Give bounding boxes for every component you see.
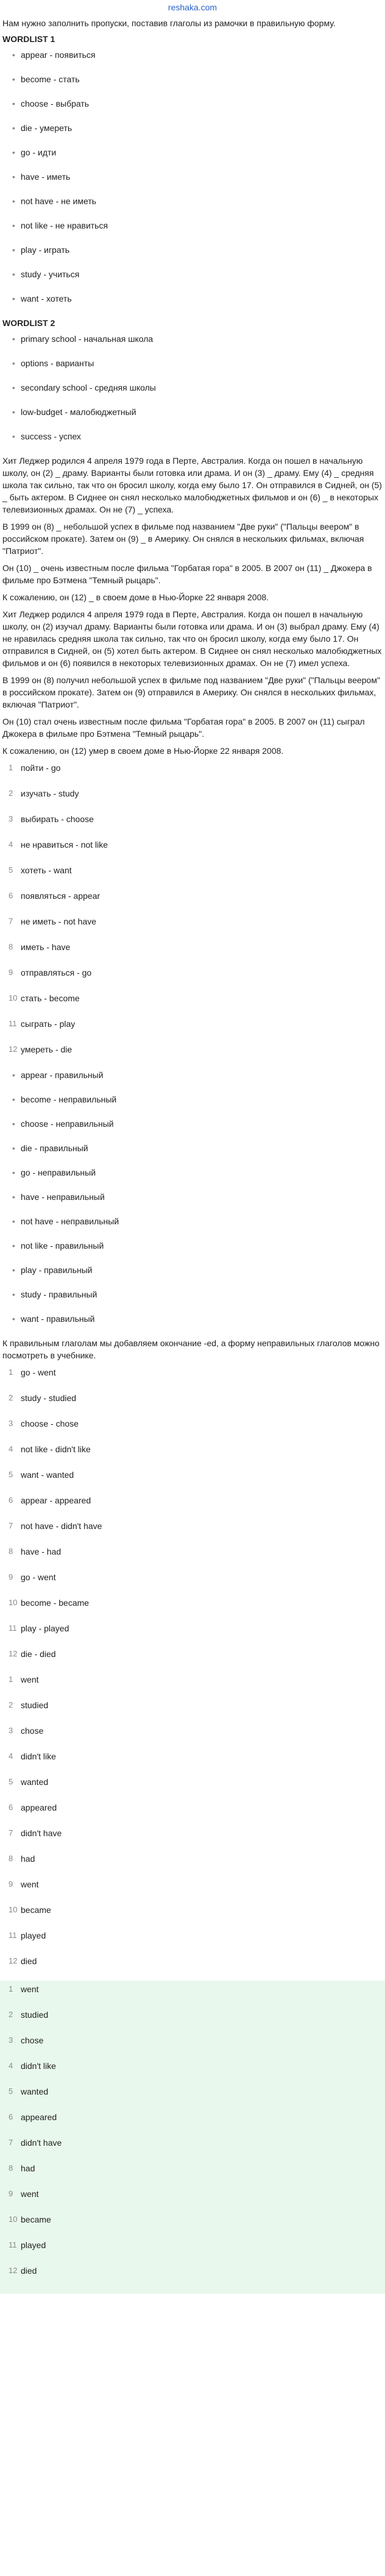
list-item: 7 not have - didn't have [9,1521,102,1531]
list-item: 11 сыграть - play [9,1019,76,1029]
list-item: 6 appear - appeared [9,1496,91,1505]
list-item: 12 умереть - die [9,1045,72,1054]
list-item: 2 study - studied [9,1393,77,1403]
list-item: 3 chose [9,1726,44,1736]
list-item: 11 played [9,2240,46,2250]
list-item: 6 appeared [9,2112,57,2122]
list-item: • die - умереть [2,122,383,134]
list-item: 5 wanted [9,1777,49,1787]
list-item: 1 went [9,1984,39,1994]
text-paragraph: Он (10) _ очень известным после фильма "Горбатая гора" в 2005. В 2007 он (11) _ Джокера в фильме про Бэтмена "Темный рыцарь". [2,563,372,585]
translation-paragraph: К сожалению, он (12) умер в своем доме в Нью-Йорке 22 января 2008. [2,746,284,756]
list-item: 10 became [9,2215,51,2224]
list-item: 10 стать - become [9,993,80,1003]
list-item: 3 choose - chose [9,1419,79,1428]
list-item: • choose - неправильный [2,1118,383,1130]
list-item: 8 have - had [9,1547,62,1556]
translation-paragraph: Хит Леджер родился 4 апреля 1979 года в Перте, Австралия. Когда он пошел в начальную школу, он (2) изучал драму. Варианты были готовка или драма. И он (3) выбрал драму. Ему (4) не нравилась средняя школа так сильно, так что он бросил школу, когда ему было 17. Он отправился в Сидней, он (5) хотел быть актером. В Сиднее он снял несколько малобюджетных фильмов и он (6) появился в некоторых телевизионных драмах. Он не (7) имел успеха. [2,609,382,668]
list-item: 1 went [9,1675,39,1684]
list-item: 8 had [9,2163,35,2173]
text-paragraph: К сожалению, он (12) _ в своем доме в Нью-Йорке 22 января 2008. [2,592,269,602]
solution-content [0,13,385,2294]
list-item: 9 отправляться - go [9,968,92,978]
list-item: 12 died [9,2266,37,2276]
translation-paragraph: В 1999 он (8) получил небольшой успех в фильме под названием "Две руки" ("Пальцы веером" в российском прокате). Затем он (9) отправился в Америку. Он снялся в нескольких фильмах, включая "Патриот". [2,675,380,709]
list-item: • die - правильный [2,1142,383,1154]
list-item: 10 became [9,1905,51,1915]
list-item: 6 появляться - appear [9,891,101,901]
wordlist-1 [2,49,383,305]
verbs-ru-list [2,762,383,1056]
list-item: • success - успех [2,430,383,442]
list-item: • play - правильный [2,1264,383,1276]
final-answer-block [0,1981,385,2294]
list-item: 3 chose [9,2035,44,2045]
list-item: 2 изучать - study [9,789,79,798]
list-item: • appear - правильный [2,1069,383,1081]
list-item: 8 иметь - have [9,942,71,952]
rule-text: К правильным глаголам мы добавляем окончание -ed, а форму неправильных глаголов можно посмотреть в учебнике. [2,1338,380,1360]
wordlist-2-title: WORDLIST 2 [2,318,55,328]
list-item: • want - правильный [2,1313,383,1325]
text-paragraph: В 1999 он (8) _ небольшой успех в фильме под названием "Две руки" ("Пальцы веером" в российском прокате). Затем он (9) _ в Америку. Он снялся в нескольких фильмах, включая "Патриот". [2,522,364,556]
verb-pairs-list [2,1366,383,1660]
list-item: 7 didn't have [9,2138,62,2148]
translation-paragraph: Он (10) стал очень известным после фильма "Горбатая гора" в 2005. В 2007 он (11) сыграл Джокера в фильме про Бэтмена "Темный рыцарь". [2,717,365,739]
list-item: 3 выбирать - choose [9,814,94,824]
list-item: 4 не нравиться - not like [9,840,108,850]
list-item: 6 appeared [9,1803,57,1812]
list-item: • play - играть [2,244,383,256]
list-item: • not like - не нравиться [2,219,383,232]
list-item: • have - иметь [2,171,383,183]
verb-types-list [2,1069,383,1325]
list-item: • not like - правильный [2,1240,383,1252]
site-link[interactable]: reshaka.com [168,2,217,12]
list-item: • study - учиться [2,268,383,280]
list-item: 5 wanted [9,2087,49,2096]
list-item: 1 go - went [9,1368,56,1377]
list-item: • go - неправильный [2,1166,383,1179]
list-item: 9 go - went [9,1572,56,1582]
list-item: 11 play - played [9,1623,69,1633]
list-item: • primary school - начальная школа [2,333,383,345]
list-item: • choose - выбрать [2,98,383,110]
list-item: 7 didn't have [9,1828,62,1838]
list-item: • options - варианты [2,357,383,369]
answers-list [2,1673,383,1967]
list-item: • study - правильный [2,1288,383,1300]
list-item: 2 studied [9,1700,49,1710]
list-item: 9 went [9,2189,39,2199]
list-item: • not have - неправильный [2,1215,383,1227]
list-item: 4 didn't like [9,2061,56,2071]
list-item: 10 become - became [9,1598,90,1608]
list-item: • low-budget - малобюджетный [2,406,383,418]
list-item: 8 had [9,1854,35,1864]
list-item: 12 died [9,1956,37,1966]
final-answers-list [2,1983,383,2277]
wordlist-2 [2,333,383,442]
list-item: • want - хотеть [2,293,383,305]
list-item: 5 want - wanted [9,1470,74,1480]
list-item: 9 went [9,1879,39,1889]
list-item: 4 not like - didn't like [9,1444,91,1454]
list-item: • become - стать [2,73,383,85]
list-item: • go - идти [2,146,383,158]
list-item: 7 не иметь - not have [9,917,97,926]
list-item: • appear - появиться [2,49,383,61]
list-item: 5 хотеть - want [9,865,72,875]
list-item: 2 studied [9,2010,49,2020]
list-item: • not have - не иметь [2,195,383,207]
intro-text: Нам нужно заполнить пропуски, поставив глаголы из рамочки в правильную форму. [2,18,336,28]
wordlist-1-title: WORDLIST 1 [2,34,55,44]
list-item: • become - неправильный [2,1093,383,1105]
list-item: 12 die - died [9,1649,56,1659]
list-item: 4 didn't like [9,1751,56,1761]
list-item: • have - неправильный [2,1191,383,1203]
text-paragraph: Хит Леджер родился 4 апреля 1979 года в Перте, Австралия. Когда он пошел в начальную школу, он (2) _ драму. Варианты были готовка или драма. И он (3) _ драму. Ему (4) _ средняя школа так сильно, так что он бросил школу, когда ему было 17. Он отправился в Сидней, он (5) _ быть актером. В Сиднее он снял несколько малобюджетных фильмов и он (6) _ в некоторых телевизионных драмах. Он не (7) _ успеха. [2,456,382,514]
list-item: 11 played [9,1931,46,1940]
list-item: 1 пойти - go [9,763,61,773]
list-item: • secondary school - средняя школы [2,381,383,394]
